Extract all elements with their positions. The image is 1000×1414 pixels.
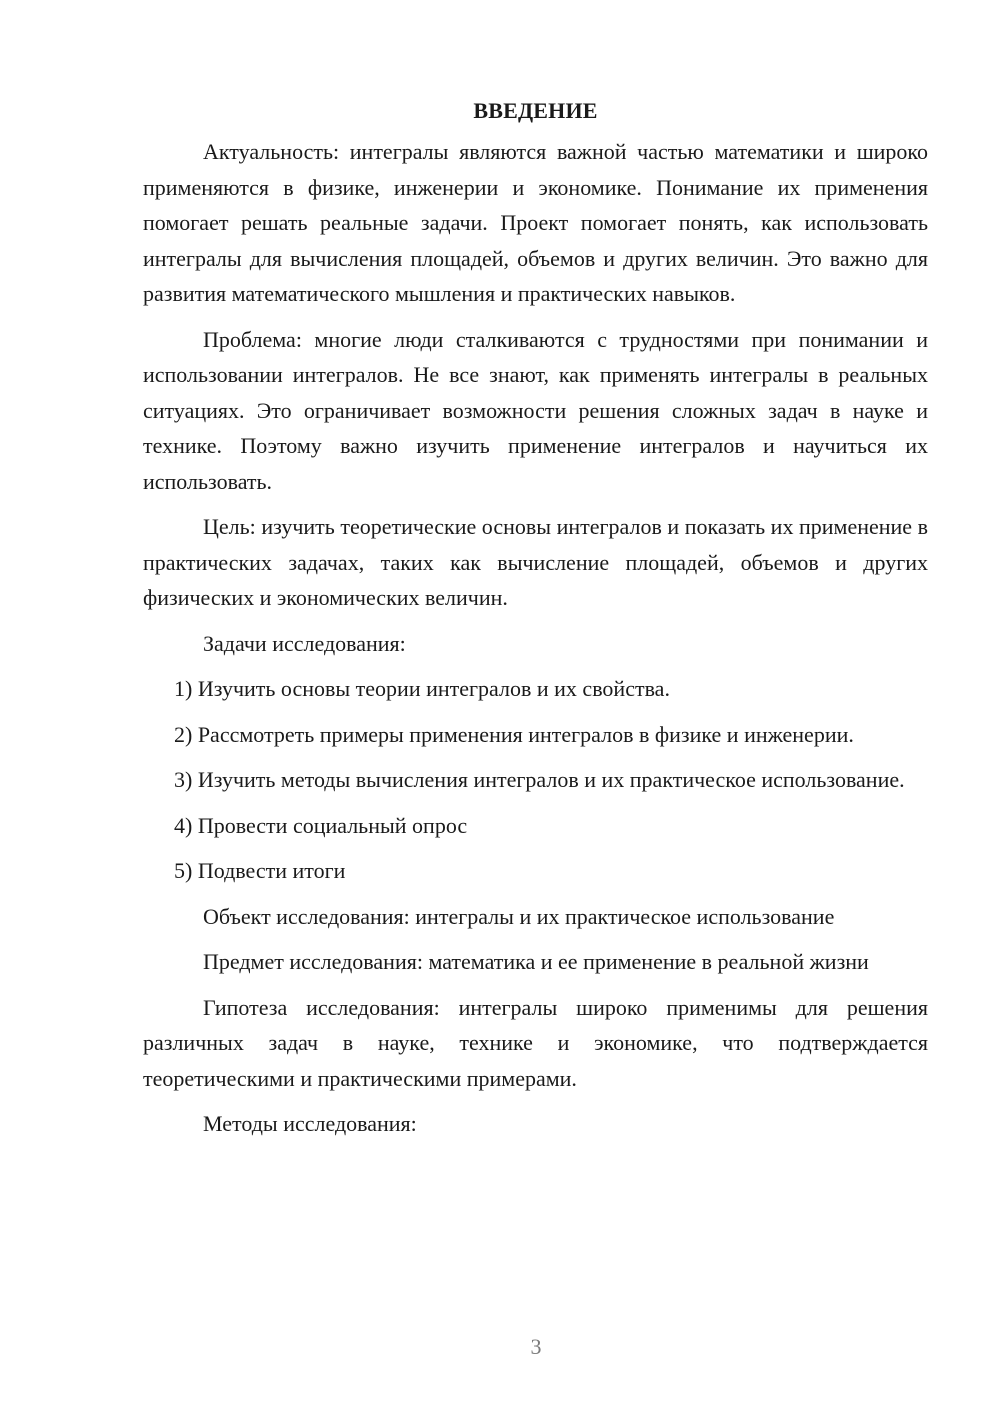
task-item: 2) Рассмотреть примеры применения интегралов в физике и инженерии. xyxy=(174,721,854,747)
goal-paragraph: Цель: изучить теоретические основы интегралов и показать их применение в практических задачах, таких как вычисление площадей, объемов и других физических и экономических величин. xyxy=(143,514,928,610)
page-number: 3 xyxy=(530,1334,542,1359)
problem-paragraph: Проблема: многие люди сталкиваются с трудностями при понимании и использовании интегралов. Не все знают, как применять интегралы в реальных ситуациях. Это ограничивает возможности решения сложных задач в науке и технике. Поэтому важно изучить применение интегралов и научиться их использовать. xyxy=(143,326,928,494)
tasks-list xyxy=(143,671,928,889)
document-page xyxy=(143,96,928,1152)
task-item: 5) Подвести итоги xyxy=(174,858,346,883)
hypothesis-paragraph: Гипотеза исследования: интегралы широко применимы для решения различных задач в науке, технике и экономике, что подтверждается теоретическими и практическими примерами. xyxy=(143,994,928,1091)
relevance-paragraph: Актуальность: интегралы являются важной частью математики и широко применяются в физике, инженерии и экономике. Понимание их применения помогает решать реальные задачи. Проект помогает понять, как использовать интегралы для вычисления площадей, объемов и других величин. Это важно для развития математического мышления и практических навыков. xyxy=(143,139,928,306)
document-title: ВВЕДЕНИЕ xyxy=(473,98,598,123)
tasks-heading: Задачи исследования: xyxy=(203,630,406,656)
methods-heading: Методы исследования: xyxy=(203,1111,417,1136)
object-paragraph: Объект исследования: интегралы и их практическое использование xyxy=(203,903,835,929)
task-item: 4) Провести социальный опрос xyxy=(174,812,468,838)
task-item: 3) Изучить методы вычисления интегралов и их практическое использование. xyxy=(174,767,905,792)
task-item: 1) Изучить основы теории интегралов и их свойства. xyxy=(174,676,670,701)
subject-paragraph: Предмет исследования: математика и ее применение в реальной жизни xyxy=(203,949,869,974)
